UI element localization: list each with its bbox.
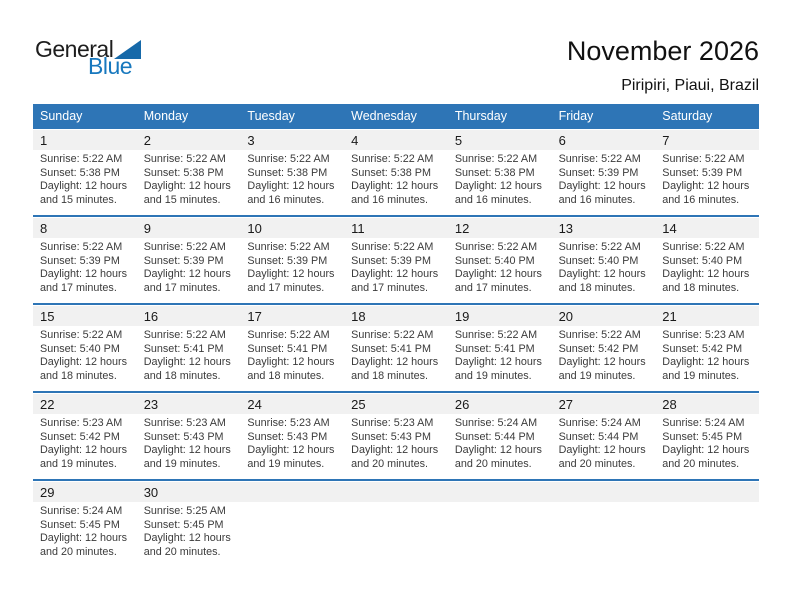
day-cell-15 — [33, 326, 137, 383]
detail-line: and 17 minutes. — [40, 281, 117, 294]
day-cell-empty — [552, 502, 656, 559]
detail-line: and 19 minutes. — [247, 457, 325, 470]
detail-line: Daylight: 12 hours — [40, 444, 128, 457]
day-cell-24 — [240, 414, 344, 471]
detail-line: and 20 minutes. — [143, 545, 221, 558]
weekday-header-friday: Friday — [558, 108, 594, 123]
detail-line: Daylight: 12 hours — [143, 268, 231, 281]
detail-line: Daylight: 12 hours — [143, 356, 231, 369]
detail-line: Sunrise: 5:22 AM — [662, 153, 745, 165]
detail-line: Sunrise: 5:23 AM — [351, 417, 434, 429]
detail-line: and 20 minutes. — [662, 457, 740, 470]
day-number-band — [33, 394, 759, 414]
day-cell-empty — [448, 502, 552, 559]
detail-line: Sunrise: 5:22 AM — [143, 329, 226, 341]
detail-line: Sunrise: 5:22 AM — [558, 241, 641, 253]
detail-line: and 20 minutes. — [40, 545, 117, 558]
detail-line: Sunset: 5:39 PM — [558, 166, 639, 179]
day-number-30: 30 — [143, 484, 159, 500]
day-number-29: 29 — [40, 484, 55, 500]
detail-line: Sunrise: 5:22 AM — [351, 153, 434, 165]
detail-line: Sunrise: 5:22 AM — [40, 153, 123, 165]
detail-line: Daylight: 12 hours — [40, 268, 128, 281]
day-cell-empty — [655, 502, 759, 559]
detail-line: and 20 minutes. — [558, 457, 636, 470]
week-details-row — [33, 414, 759, 471]
detail-line: Daylight: 12 hours — [351, 268, 439, 281]
detail-line: Sunset: 5:42 PM — [662, 342, 743, 355]
detail-line: Sunset: 5:45 PM — [40, 518, 120, 531]
day-cell-12 — [448, 238, 552, 295]
detail-line: and 19 minutes. — [454, 369, 532, 382]
day-number-17: 17 — [247, 308, 262, 324]
detail-line: and 16 minutes. — [662, 193, 740, 206]
page-title: November 2026 — [566, 36, 759, 66]
day-number-16: 16 — [143, 308, 159, 324]
detail-line: Daylight: 12 hours — [662, 180, 750, 193]
week-details-row — [33, 238, 759, 295]
day-cell-10 — [240, 238, 344, 295]
detail-line: Daylight: 12 hours — [454, 180, 542, 193]
detail-line: Sunset: 5:41 PM — [351, 342, 431, 355]
day-number-2: 2 — [143, 132, 151, 148]
detail-line: Sunrise: 5:22 AM — [454, 153, 538, 165]
detail-line: Daylight: 12 hours — [40, 180, 128, 193]
day-cell-27 — [552, 414, 656, 471]
detail-line: Daylight: 12 hours — [143, 532, 231, 545]
day-cell-8 — [33, 238, 137, 295]
detail-line: and 17 minutes. — [351, 281, 428, 294]
detail-line: Sunset: 5:40 PM — [662, 254, 743, 267]
day-cell-17 — [240, 326, 344, 383]
day-number-5: 5 — [454, 132, 463, 148]
day-cell-20 — [552, 326, 656, 383]
weekday-header-wednesday: Wednesday — [351, 108, 417, 123]
detail-line: Sunset: 5:45 PM — [662, 430, 743, 443]
detail-line: and 18 minutes. — [40, 369, 117, 382]
day-number-1: 1 — [40, 132, 48, 148]
detail-line: Sunrise: 5:22 AM — [247, 329, 330, 341]
week-row-2 — [33, 215, 759, 303]
detail-line: Daylight: 12 hours — [247, 444, 335, 457]
detail-line: and 19 minutes. — [143, 457, 221, 470]
detail-line: Sunset: 5:44 PM — [454, 430, 535, 443]
day-number-22: 22 — [40, 396, 55, 412]
day-number-15: 15 — [40, 308, 55, 324]
day-cell-9 — [137, 238, 241, 295]
detail-line: Sunrise: 5:23 AM — [662, 329, 745, 341]
day-cell-18 — [344, 326, 448, 383]
detail-line: Sunset: 5:42 PM — [558, 342, 639, 355]
detail-line: Daylight: 12 hours — [558, 444, 646, 457]
day-number-14: 14 — [662, 220, 677, 236]
week-details-row — [33, 502, 759, 559]
page-subtitle: Piripiri, Piaui, Brazil — [621, 77, 759, 94]
detail-line: Sunrise: 5:22 AM — [143, 241, 226, 253]
detail-line: Sunrise: 5:22 AM — [247, 153, 330, 165]
detail-line: Sunrise: 5:22 AM — [351, 241, 434, 253]
detail-line: Daylight: 12 hours — [247, 268, 335, 281]
detail-line: Sunrise: 5:22 AM — [558, 329, 641, 341]
week-row-4 — [33, 391, 759, 479]
day-number-28: 28 — [662, 396, 677, 412]
detail-line: Sunrise: 5:22 AM — [247, 241, 330, 253]
detail-line: and 17 minutes. — [454, 281, 532, 294]
day-cell-empty — [344, 502, 448, 559]
detail-line: Sunrise: 5:23 AM — [143, 417, 226, 429]
day-number-band — [33, 306, 759, 326]
detail-line: Daylight: 12 hours — [40, 532, 128, 545]
day-cell-7 — [655, 150, 759, 207]
detail-line: and 18 minutes. — [143, 369, 221, 382]
calendar-table — [33, 104, 759, 567]
day-number-25: 25 — [351, 396, 366, 412]
detail-line: Sunset: 5:43 PM — [247, 430, 328, 443]
week-details-row — [33, 150, 759, 207]
day-number-10: 10 — [247, 220, 262, 236]
day-number-12: 12 — [454, 220, 470, 236]
detail-line: Sunset: 5:38 PM — [40, 166, 120, 179]
detail-line: Sunset: 5:45 PM — [143, 518, 224, 531]
detail-line: Sunset: 5:41 PM — [143, 342, 224, 355]
detail-line: and 17 minutes. — [247, 281, 325, 294]
day-number-6: 6 — [558, 132, 566, 148]
day-number-21: 21 — [662, 308, 677, 324]
week-row-3 — [33, 303, 759, 391]
day-cell-5 — [448, 150, 552, 207]
detail-line: and 18 minutes. — [558, 281, 636, 294]
detail-line: and 16 minutes. — [558, 193, 636, 206]
detail-line: Daylight: 12 hours — [143, 180, 231, 193]
weekday-header-thursday: Thursday — [454, 108, 507, 123]
detail-line: Sunset: 5:39 PM — [40, 254, 120, 267]
day-number-24: 24 — [247, 396, 262, 412]
detail-line: and 20 minutes. — [351, 457, 428, 470]
day-number-band — [33, 130, 759, 150]
detail-line: Sunrise: 5:25 AM — [143, 505, 226, 517]
detail-line: Sunrise: 5:22 AM — [454, 329, 538, 341]
day-number-19: 19 — [454, 308, 470, 324]
detail-line: and 20 minutes. — [454, 457, 532, 470]
detail-line: and 18 minutes. — [662, 281, 740, 294]
detail-line: Daylight: 12 hours — [143, 444, 231, 457]
day-number-8: 8 — [40, 220, 48, 236]
day-cell-19 — [448, 326, 552, 383]
detail-line: and 16 minutes. — [454, 193, 532, 206]
detail-line: and 19 minutes. — [662, 369, 740, 382]
weekday-header-saturday: Saturday — [662, 108, 713, 123]
detail-line: and 18 minutes. — [351, 369, 428, 382]
detail-line: Daylight: 12 hours — [662, 444, 750, 457]
detail-line: Sunrise: 5:22 AM — [454, 241, 538, 253]
day-number-27: 27 — [558, 396, 574, 412]
detail-line: and 17 minutes. — [143, 281, 221, 294]
calendar-weeks — [33, 127, 759, 567]
detail-line: Daylight: 12 hours — [247, 356, 335, 369]
detail-line: Sunset: 5:39 PM — [662, 166, 743, 179]
day-cell-21 — [655, 326, 759, 383]
day-cell-29 — [33, 502, 137, 559]
detail-line: and 19 minutes. — [40, 457, 117, 470]
day-cell-6 — [552, 150, 656, 207]
day-number-band — [33, 218, 759, 238]
day-cell-23 — [137, 414, 241, 471]
day-number-band — [33, 482, 759, 502]
detail-line: Sunset: 5:44 PM — [558, 430, 639, 443]
detail-line: Sunset: 5:42 PM — [40, 430, 120, 443]
weekday-header-tuesday: Tuesday — [247, 108, 295, 123]
detail-line: Sunset: 5:38 PM — [143, 166, 224, 179]
week-details-row — [33, 326, 759, 383]
day-cell-25 — [344, 414, 448, 471]
week-row-1 — [33, 127, 759, 215]
day-number-23: 23 — [143, 396, 159, 412]
detail-line: Daylight: 12 hours — [662, 268, 750, 281]
detail-line: Sunrise: 5:22 AM — [662, 241, 745, 253]
day-number-20: 20 — [558, 308, 574, 324]
detail-line: Sunset: 5:39 PM — [351, 254, 431, 267]
weekday-header-sunday: Sunday — [40, 108, 83, 123]
detail-line: Daylight: 12 hours — [454, 444, 542, 457]
day-number-18: 18 — [351, 308, 366, 324]
day-cell-2 — [137, 150, 241, 207]
day-number-3: 3 — [247, 132, 255, 148]
detail-line: Sunrise: 5:22 AM — [143, 153, 226, 165]
detail-line: Sunset: 5:38 PM — [247, 166, 328, 179]
detail-line: and 15 minutes. — [40, 193, 117, 206]
day-cell-26 — [448, 414, 552, 471]
logo-text-blue: Blue — [88, 53, 133, 79]
week-row-5 — [33, 479, 759, 567]
detail-line: Sunrise: 5:24 AM — [558, 417, 641, 429]
detail-line: Sunrise: 5:23 AM — [40, 417, 123, 429]
detail-line: and 15 minutes. — [143, 193, 221, 206]
detail-line: Daylight: 12 hours — [351, 356, 439, 369]
detail-line: Sunset: 5:41 PM — [454, 342, 535, 355]
detail-line: Daylight: 12 hours — [558, 268, 646, 281]
detail-line: Daylight: 12 hours — [662, 356, 750, 369]
detail-line: Sunrise: 5:24 AM — [454, 417, 538, 429]
day-cell-3 — [240, 150, 344, 207]
detail-line: and 16 minutes. — [247, 193, 325, 206]
detail-line: Sunrise: 5:24 AM — [40, 505, 123, 517]
day-cell-empty — [240, 502, 344, 559]
day-number-11: 11 — [351, 220, 365, 236]
detail-line: Sunrise: 5:22 AM — [40, 329, 123, 341]
detail-line: Daylight: 12 hours — [558, 180, 646, 193]
detail-line: Daylight: 12 hours — [454, 268, 542, 281]
detail-line: Sunset: 5:40 PM — [454, 254, 535, 267]
detail-line: and 16 minutes. — [351, 193, 428, 206]
detail-line: Daylight: 12 hours — [247, 180, 335, 193]
detail-line: Sunrise: 5:24 AM — [662, 417, 745, 429]
day-number-4: 4 — [351, 132, 359, 148]
detail-line: Sunset: 5:39 PM — [143, 254, 224, 267]
day-number-9: 9 — [143, 220, 151, 236]
detail-line: Sunset: 5:38 PM — [454, 166, 535, 179]
detail-line: Daylight: 12 hours — [351, 444, 439, 457]
day-cell-28 — [655, 414, 759, 471]
weekday-header-monday: Monday — [143, 108, 189, 123]
logo-text-general: General — [35, 36, 114, 62]
day-cell-13 — [552, 238, 656, 295]
detail-line: Sunset: 5:40 PM — [558, 254, 639, 267]
day-cell-11 — [344, 238, 448, 295]
detail-line: Sunset: 5:40 PM — [40, 342, 120, 355]
detail-line: Sunset: 5:38 PM — [351, 166, 431, 179]
day-cell-4 — [344, 150, 448, 207]
detail-line: and 19 minutes. — [558, 369, 636, 382]
detail-line: Daylight: 12 hours — [40, 356, 128, 369]
day-number-13: 13 — [558, 220, 574, 236]
detail-line: Sunrise: 5:22 AM — [40, 241, 123, 253]
weekday-header-row — [33, 104, 759, 127]
detail-line: Daylight: 12 hours — [351, 180, 439, 193]
detail-line: Sunrise: 5:23 AM — [247, 417, 330, 429]
detail-line: Sunset: 5:43 PM — [351, 430, 431, 443]
day-cell-22 — [33, 414, 137, 471]
day-number-7: 7 — [662, 132, 670, 148]
detail-line: Sunset: 5:39 PM — [247, 254, 328, 267]
detail-line: Daylight: 12 hours — [454, 356, 542, 369]
detail-line: Daylight: 12 hours — [558, 356, 646, 369]
day-cell-1 — [33, 150, 137, 207]
detail-line: Sunrise: 5:22 AM — [351, 329, 434, 341]
detail-line: Sunset: 5:43 PM — [143, 430, 224, 443]
detail-line: and 18 minutes. — [247, 369, 325, 382]
general-blue-logo — [35, 36, 165, 79]
detail-line: Sunset: 5:41 PM — [247, 342, 328, 355]
day-cell-14 — [655, 238, 759, 295]
detail-line: Sunrise: 5:22 AM — [558, 153, 641, 165]
day-number-26: 26 — [454, 396, 470, 412]
day-cell-30 — [137, 502, 241, 559]
day-cell-16 — [137, 326, 241, 383]
